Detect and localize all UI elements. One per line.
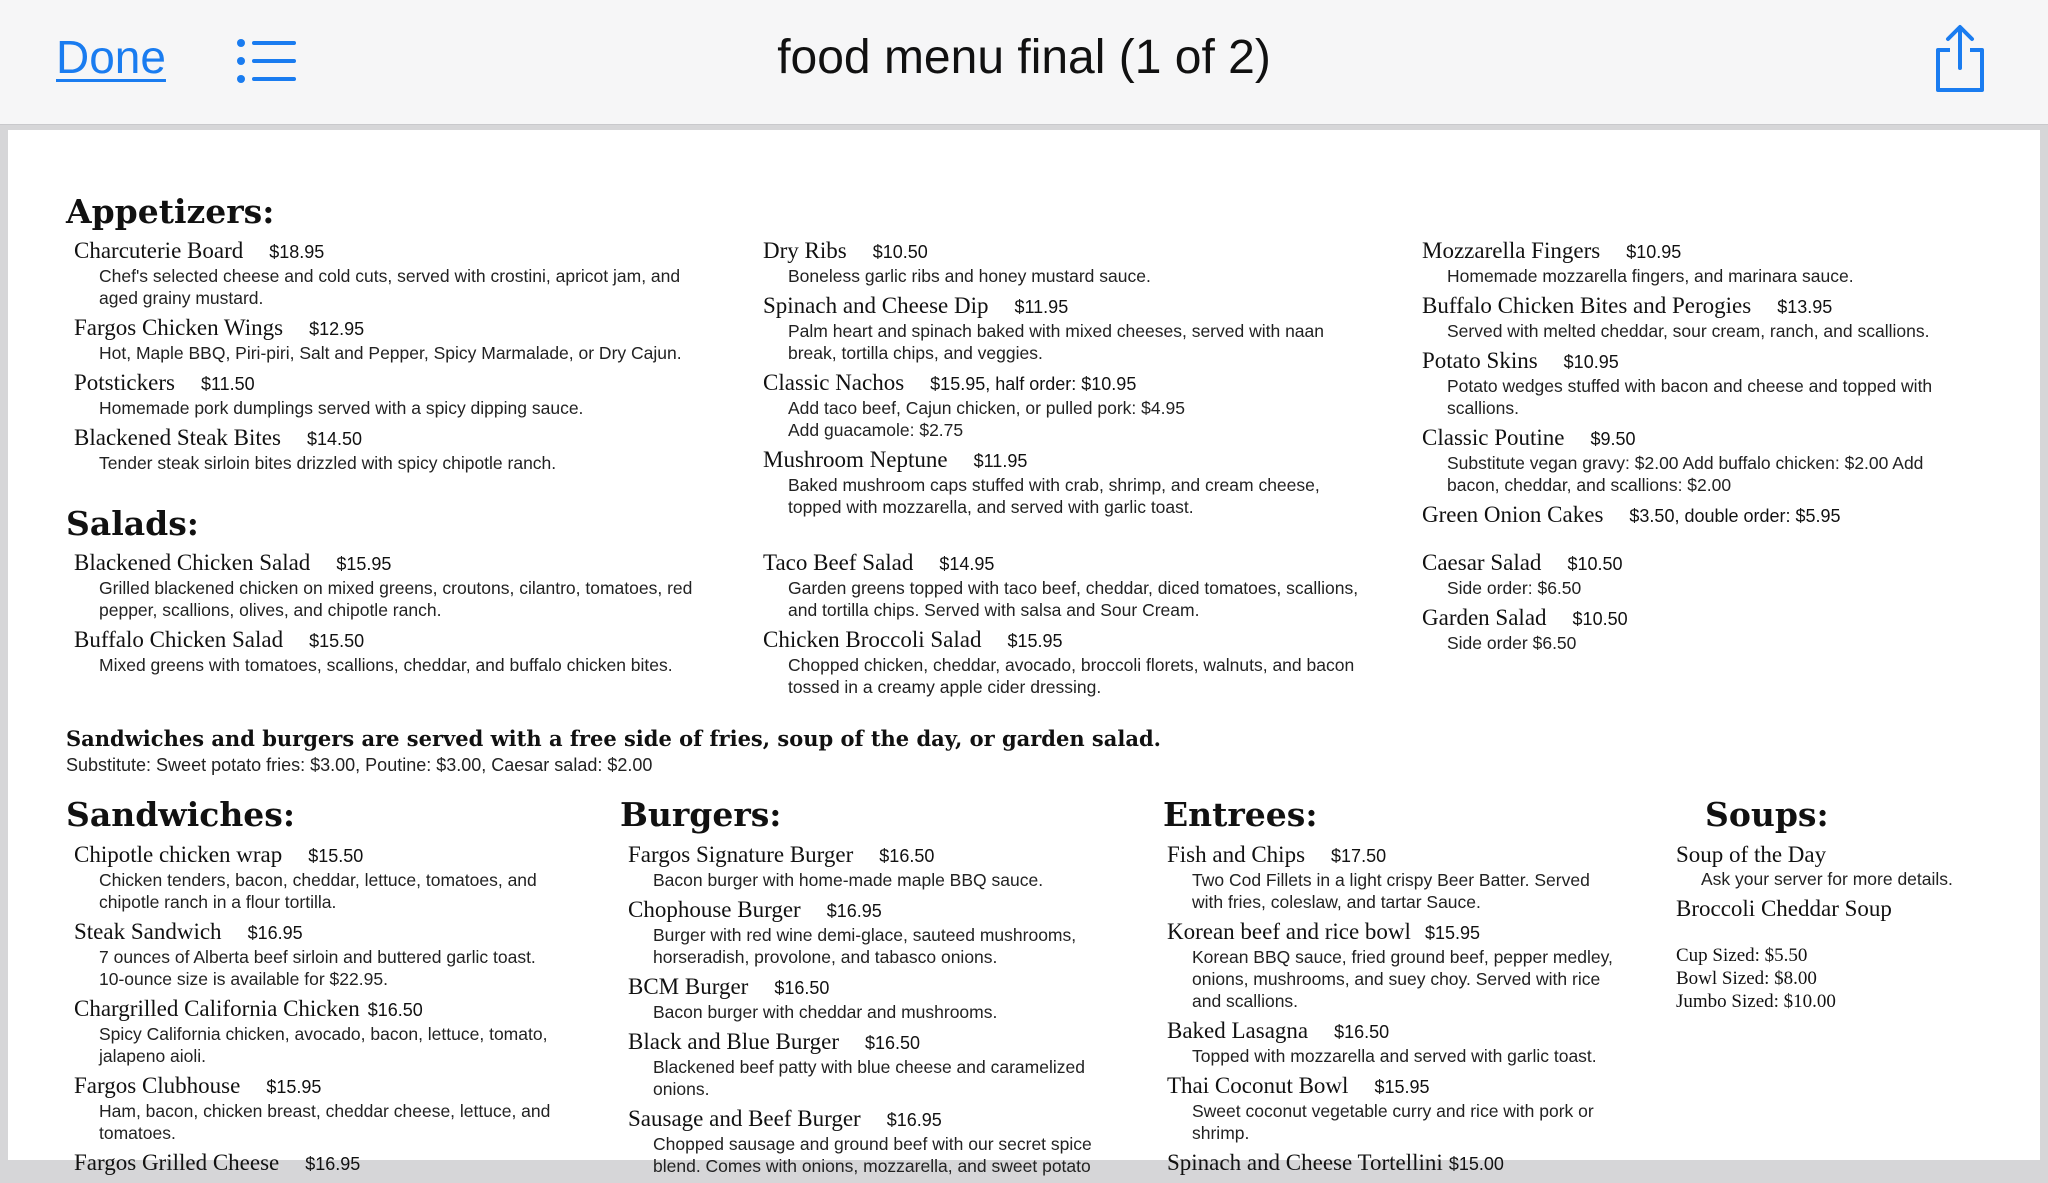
menu-item: [1167, 1073, 1667, 1144]
menu-item: [74, 627, 764, 676]
soup-size-price: Bowl Sized: $8.00: [1676, 968, 1817, 989]
item-description: bacon, cheddar, and scallions: $2.00: [1447, 475, 1732, 495]
item-description: shrimp.: [1192, 1123, 1250, 1143]
item-description: topped with mozzarella, and served with garlic toast.: [788, 497, 1194, 517]
item-price: $3.50, double order: $5.95: [1629, 506, 1841, 526]
item-name: Dry Ribs: [763, 238, 847, 263]
item-price: $12.95: [309, 319, 365, 339]
item-name: Spinach and Cheese Dip: [763, 293, 989, 318]
item-price: $16.95: [886, 1110, 942, 1130]
item-description: Add taco beef, Cajun chicken, or pulled pork: $4.95: [788, 398, 1185, 418]
item-description: Chicken tenders, bacon, cheddar, lettuce, tomatoes, and: [99, 870, 537, 890]
item-description: Korean BBQ sauce, fried ground beef, pepper medley,: [1192, 947, 1613, 967]
item-name: Potstickers: [74, 370, 175, 395]
section-heading-soups: Soups:: [1705, 795, 1829, 834]
appetizers-column-2: [763, 238, 1423, 524]
substitute-note: Substitute: Sweet potato fries: $3.00, Poutine: $3.00, Caesar salad: $2.00: [66, 755, 653, 775]
item-description: Boneless garlic ribs and honey mustard sauce.: [788, 266, 1151, 286]
item-price: $10.50: [1572, 609, 1628, 629]
appetizers-column-3: [1422, 238, 2022, 529]
item-name: Garden Salad: [1422, 605, 1547, 630]
item-description: Blackened beef patty with blue cheese and caramelized: [653, 1057, 1085, 1077]
item-price: $15.95: [1424, 923, 1480, 943]
item-description: Bacon burger with cheddar and mushrooms.: [653, 1002, 998, 1022]
item-name: Buffalo Chicken Bites and Perogies: [1422, 293, 1752, 318]
item-price: $16.50: [865, 1033, 921, 1053]
item-description: Homemade pork dumplings served with a spicy dipping sauce.: [99, 398, 584, 418]
soup-size-price: Cup Sized: $5.50: [1676, 945, 1808, 966]
menu-item: [74, 1150, 594, 1177]
item-name: Taco Beef Salad: [763, 550, 914, 575]
menu-item: [763, 370, 1423, 441]
item-name: Mushroom Neptune: [763, 447, 948, 472]
item-price: $15.95: [1007, 631, 1063, 651]
menu-item: [763, 293, 1423, 364]
item-description: Hot, Maple BBQ, Piri-piri, Salt and Pepper, Spicy Marmalade, or Dry Cajun.: [99, 343, 682, 363]
item-name: Fargos Grilled Cheese: [74, 1150, 280, 1175]
item-description: jalapeno aioli.: [99, 1046, 207, 1066]
salads-column-2: [763, 550, 1423, 704]
item-name: Chipotle chicken wrap: [74, 842, 283, 867]
item-description: Ask your server for more details.: [1701, 869, 1953, 889]
item-description: Sweet coconut vegetable curry and rice with pork or: [1192, 1101, 1594, 1121]
item-description: Baked mushroom caps stuffed with crab, shrimp, and cream cheese,: [788, 475, 1320, 495]
item-price: $16.95: [305, 1154, 361, 1174]
item-name: Buffalo Chicken Salad: [74, 627, 284, 652]
item-name: Fargos Signature Burger: [628, 842, 854, 867]
entrees-column: [1167, 842, 1667, 1177]
item-description: Chef's selected cheese and cold cuts, served with crostini, apricot jam, and: [99, 266, 681, 286]
item-description: Spicy California chicken, avocado, bacon, lettuce, tomato,: [99, 1024, 548, 1044]
item-name: Blackened Chicken Salad: [74, 550, 311, 575]
menu-item: [763, 447, 1423, 518]
item-description: Served with melted cheddar, sour cream, ranch, and scallions.: [1447, 321, 1930, 341]
item-price: $14.95: [939, 554, 995, 574]
item-price: $15.95: [266, 1077, 322, 1097]
item-price: $15.50: [308, 846, 364, 866]
item-name: Steak Sandwich: [74, 919, 222, 944]
section-heading-entrees: Entrees:: [1163, 795, 1318, 834]
menu-item: [1422, 293, 2022, 342]
menu-item: [1167, 1150, 1667, 1177]
menu-item: [74, 315, 764, 364]
item-price: $10.50: [1567, 554, 1623, 574]
item-price: $16.95: [826, 901, 882, 921]
item-price: $10.95: [1563, 352, 1619, 372]
item-description: Mixed greens with tomatoes, scallions, cheddar, and buffalo chicken bites.: [99, 655, 673, 675]
item-price: $15.95: [336, 554, 392, 574]
item-name: Potato Skins: [1422, 348, 1538, 373]
menu-item: [74, 370, 764, 419]
burgers-column: [628, 842, 1148, 1183]
item-price: $13.95: [1777, 297, 1833, 317]
item-description: Side order: $6.50: [1447, 578, 1582, 598]
menu-item: [1422, 238, 2022, 287]
item-name: Classic Poutine: [1422, 425, 1565, 450]
top-toolbar: [0, 0, 2048, 125]
item-description: blend. Comes with onions, mozzarella, and sweet potato: [653, 1156, 1091, 1176]
item-name: Chargrilled California Chicken: [74, 996, 360, 1021]
item-description: 7 ounces of Alberta beef sirloin and buttered garlic toast.: [99, 947, 536, 967]
item-description: 10-ounce size is available for $22.95.: [99, 969, 388, 989]
item-name: Classic Nachos: [763, 370, 905, 395]
item-price: $10.95: [1626, 242, 1682, 262]
menu-item: [628, 897, 1148, 968]
item-price: $11.95: [1014, 297, 1069, 317]
item-description: onions.: [653, 1079, 710, 1099]
item-name: Caesar Salad: [1422, 550, 1542, 575]
item-name: Fish and Chips: [1167, 842, 1306, 867]
item-name: Green Onion Cakes: [1422, 502, 1604, 527]
item-description: and tortilla chips. Served with salsa and Sour Cream.: [788, 600, 1200, 620]
item-description: scallions.: [1447, 398, 1519, 418]
item-price: $11.50: [200, 374, 255, 394]
item-price: $15.95: [1374, 1077, 1430, 1097]
item-description: Garden greens topped with taco beef, cheddar, diced tomatoes, scallions,: [788, 578, 1359, 598]
item-price: $14.50: [306, 429, 363, 449]
section-heading-burgers: Burgers:: [620, 795, 782, 834]
menu-item: [628, 1029, 1148, 1100]
menu-item: [763, 627, 1423, 698]
item-price: $17.50: [1331, 846, 1387, 866]
salads-column-1: [74, 550, 764, 682]
item-description: Add guacamole: $2.75: [788, 420, 964, 440]
item-description: Ham, bacon, chicken breast, cheddar cheese, lettuce, and: [99, 1101, 551, 1121]
item-description: Burger with red wine demi-glace, sauteed mushrooms,: [653, 925, 1077, 945]
item-price: $16.50: [774, 978, 830, 998]
item-price: $10.50: [872, 242, 928, 262]
menu-item: [1422, 348, 2022, 419]
item-description: with fries, coleslaw, and tartar Sauce.: [1192, 892, 1481, 912]
item-name: Korean beef and rice bowl: [1167, 919, 1411, 944]
item-description: Tender steak sirloin bites drizzled with spicy chipotle ranch.: [99, 453, 557, 473]
item-price: $15.00: [1448, 1154, 1504, 1174]
item-price: $15.95, half order: $10.95: [930, 374, 1137, 394]
menu-item: [763, 238, 1423, 287]
item-name: Black and Blue Burger: [628, 1029, 839, 1054]
document-page: [8, 130, 2040, 1176]
soups-column: [1676, 842, 2016, 1013]
item-description: aged grainy mustard.: [99, 288, 264, 308]
menu-item: [1422, 425, 2022, 496]
item-price: $11.95: [973, 451, 1028, 471]
item-name: Mozzarella Fingers: [1422, 238, 1601, 263]
section-heading-appetizers: Appetizers:: [66, 192, 275, 231]
item-description: tomatoes.: [99, 1123, 176, 1143]
menu-item: [1167, 1018, 1667, 1067]
item-description: chipotle ranch in a flour tortilla.: [99, 892, 337, 912]
menu-item: [1676, 842, 2016, 890]
menu-item: [763, 550, 1423, 621]
item-price: $16.50: [1334, 1022, 1390, 1042]
item-description: break, tortilla chips, and veggies.: [788, 343, 1043, 363]
menu-item: [74, 425, 764, 474]
item-name: Charcuterie Board: [74, 238, 244, 263]
done-button[interactable]: Done: [56, 31, 166, 83]
item-name: Chicken Broccoli Salad: [763, 627, 982, 652]
item-name: BCM Burger: [628, 974, 749, 999]
item-description: Chopped chicken, cheddar, avocado, broccoli florets, walnuts, and bacon: [788, 655, 1355, 675]
menu-item: [74, 996, 594, 1067]
item-description: horseradish, provolone, and tabasco onions.: [653, 947, 998, 967]
item-name: Chophouse Burger: [628, 897, 801, 922]
sandwiches-column: [74, 842, 594, 1177]
menu-item: [1422, 502, 2022, 529]
menu-item: [1422, 550, 2022, 599]
item-description: tossed in a creamy apple cider dressing.: [788, 677, 1102, 697]
item-name: Spinach and Cheese Tortellini: [1167, 1150, 1443, 1175]
menu-item: [74, 1073, 594, 1144]
item-price: $16.95: [247, 923, 303, 943]
section-heading-salads: Salads:: [66, 504, 199, 543]
menu-item: [74, 842, 594, 913]
menu-item: [1167, 842, 1667, 913]
item-name: Soup of the Day: [1676, 842, 1827, 867]
section-heading-sandwiches: Sandwiches:: [66, 795, 296, 834]
item-price: $16.50: [879, 846, 935, 866]
soup-size-price: Jumbo Sized: $10.00: [1676, 991, 1836, 1012]
item-description: Homemade mozzarella fingers, and marinara sauce.: [1447, 266, 1854, 286]
item-description: Side order $6.50: [1447, 633, 1577, 653]
item-description: Potato wedges stuffed with bacon and cheese and topped with: [1447, 376, 1933, 396]
item-description: Palm heart and spinach baked with mixed cheeses, served with naan: [788, 321, 1324, 341]
item-name: Broccoli Cheddar Soup: [1676, 896, 1892, 921]
item-name: Baked Lasagna: [1167, 1018, 1309, 1043]
menu-item: [628, 974, 1148, 1023]
menu-item: [1422, 605, 2022, 654]
item-description: Chopped sausage and ground beef with our secret spice: [653, 1134, 1092, 1154]
item-name: Fargos Chicken Wings: [74, 315, 284, 340]
item-price: $16.50: [367, 1000, 423, 1020]
item-name: Blackened Steak Bites: [74, 425, 281, 450]
item-price: $9.50: [1590, 429, 1636, 449]
item-description: Substitute vegan gravy: $2.00 Add buffalo chicken: $2.00 Add: [1447, 453, 1924, 473]
item-price: $15.50: [309, 631, 365, 651]
menu-item: [628, 1106, 1148, 1177]
item-description: and scallions.: [1192, 991, 1299, 1011]
item-description: Bacon burger with home-made maple BBQ sauce.: [653, 870, 1044, 890]
menu-item: [74, 238, 764, 309]
item-description: onions, mushrooms, and suey choy. Served with rice: [1192, 969, 1601, 989]
appetizers-column-1: [74, 238, 764, 480]
item-name: Sausage and Beef Burger: [628, 1106, 861, 1131]
item-name: Fargos Clubhouse: [74, 1073, 241, 1098]
document-title: food menu final (1 of 2): [777, 31, 1271, 84]
share-icon[interactable]: [1932, 24, 1988, 96]
item-price: $18.95: [269, 242, 325, 262]
menu-item: [74, 550, 764, 621]
menu-item: [74, 919, 594, 990]
item-description: Topped with mozzarella and served with garlic toast.: [1192, 1046, 1597, 1066]
item-name: Thai Coconut Bowl: [1167, 1073, 1349, 1098]
item-description: pepper, scallions, olives, and chipotle ranch.: [99, 600, 442, 620]
item-description: Two Cod Fillets in a light crispy Beer Batter. Served: [1192, 870, 1590, 890]
salads-column-3: [1422, 550, 2022, 660]
menu-item: [1167, 919, 1667, 1012]
item-description: Grilled blackened chicken on mixed greens, croutons, cilantro, tomatoes, red: [99, 578, 693, 598]
menu-item: [1676, 896, 2016, 922]
sides-note: Sandwiches and burgers are served with a free side of fries, soup of the day, or garden salad.: [66, 726, 1161, 751]
menu-item: [628, 842, 1148, 891]
